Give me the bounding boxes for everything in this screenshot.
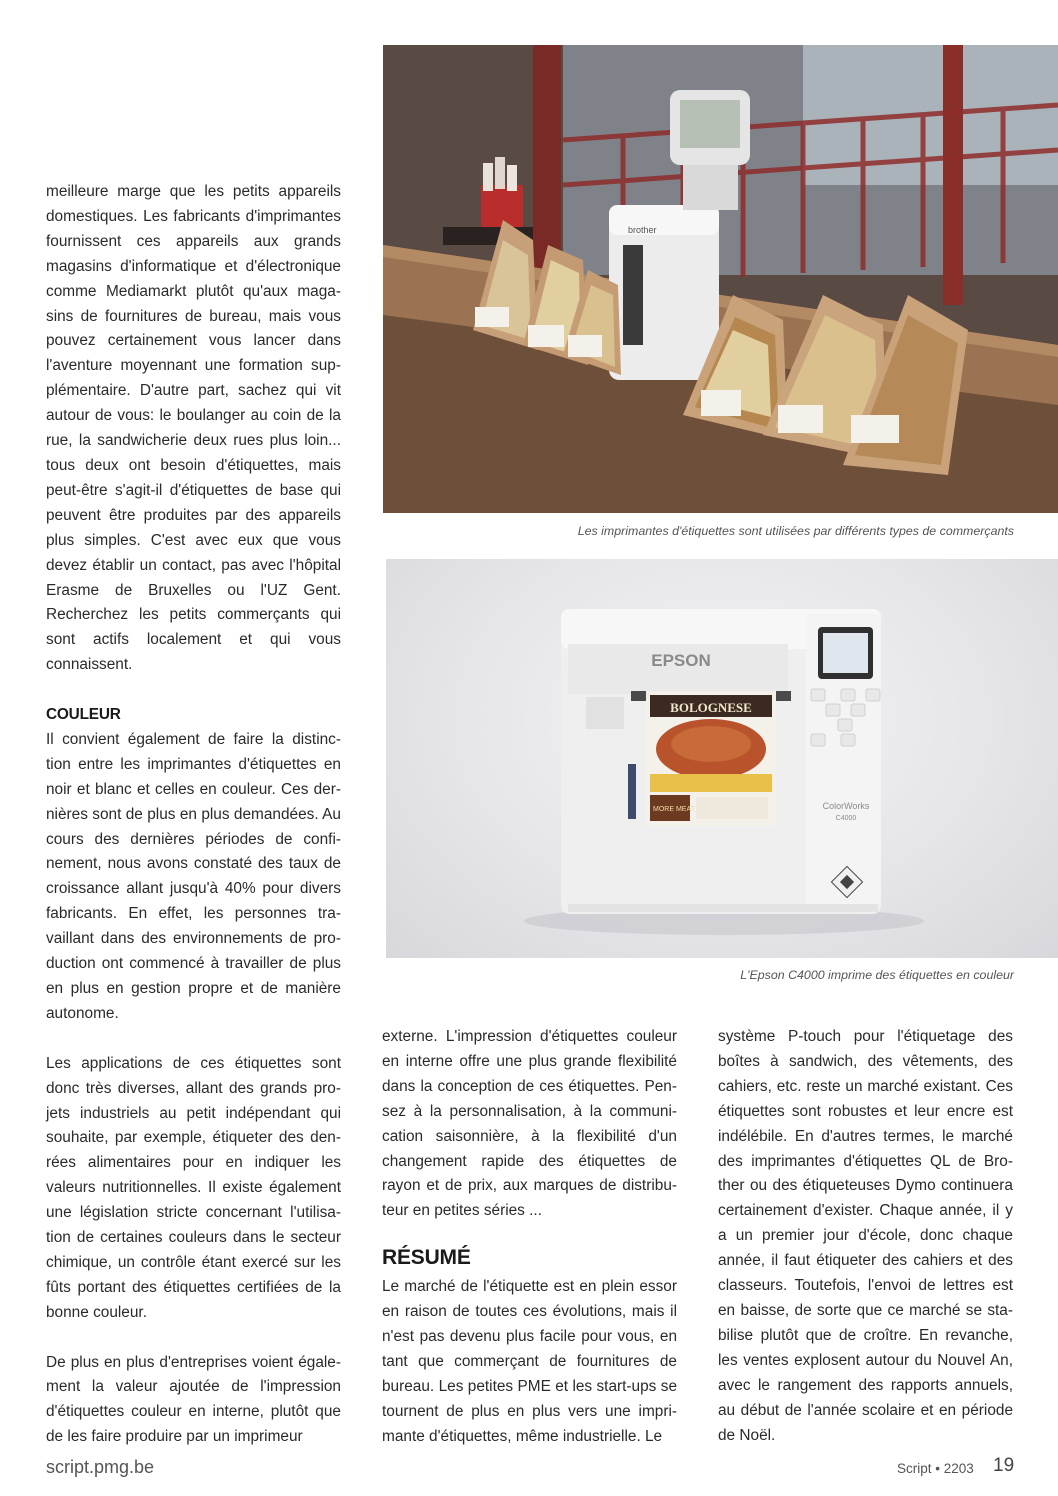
heading-resume: RÉSUMÉ <box>382 1246 471 1270</box>
right-column <box>718 1025 1013 1448</box>
sandwich-scene-illustration <box>383 45 1058 513</box>
photo-label-printer-sandwiches <box>383 45 1058 513</box>
left-column <box>46 180 341 1450</box>
footer-url[interactable]: script.pmg.be <box>46 1457 155 1477</box>
colorworks-text: ColorWorks <box>822 801 870 811</box>
couleur-paragraph-2: Les applications de ces étiquettes sont donc très diverses, allant des grands pro- jets industriels au petit indépendant qui souhaite, par exemple, étiqueter des den- rées alimentaires pour en indiquer les valeurs nutritionnelles. Il existe également une législation stricte concernant l'utilisa- tion de certaines couleurs dans le secteur chimique, un contrôle étant exercé sur les fûts portant des étiquettes certifiées de la bonne couleur. <box>46 1054 341 1321</box>
photo1-caption: Les imprimantes d'étiquettes sont utilisées par différents types de commerçants <box>577 524 1014 538</box>
footer-issue: Script • 2203 <box>897 1461 974 1476</box>
photo-epson-c4000 <box>386 559 1058 958</box>
heading-couleur: COULEUR <box>46 706 121 724</box>
epson-brand-text: EPSON <box>651 651 711 670</box>
model-number-text: C4000 <box>835 815 857 822</box>
photo2-caption: L'Epson C4000 imprime des étiquettes en couleur <box>740 968 1014 982</box>
couleur-paragraph-1: Il convient également de faire la distinc- tion entre les imprimantes d'étiquettes en noir et blanc et celles en couleur. Ces der- nières sont de plus en plus demandées. Au cours des dernières périodes de confi- nement, nous avons constaté des taux de croissance allant jusqu'à 40% pour divers fabricants. En effet, les personnes tra- vaillant dans des environnements de pro- duction ont commencé à travailler de plus en plus en gestion propre et de manière autonome. <box>46 730 341 1022</box>
middle-column <box>382 1025 677 1450</box>
label-tag-text: MORE MEAT <box>653 806 695 813</box>
intro-paragraph: meilleure marge que les petits appareils domestiques. Les fabricants d'imprimantes fournissent ces appareils aux grands magasins d'informatique et d'électronique comme Mediamarkt plutôt qu'aux maga- sins de fournitures de bureau, mais vous pouvez certainement vous lancer dans l'aventure moyennant une formation sup- plémentaire. D'autre part, sachez qui vit autour de vous: le boulanger au coin de la rue, la sandwicherie deux rues plus loin... tous deux ont besoin d'étiquettes, mais peut-être s'agit-il d'étiquettes de base qui peuvent être produites par des appareils plus simples. C'est avec eux que vous devez établir un contact, pas avec l'hôpital Erasme de Bruxelles ou l'UZ Gent. Recherchez les petits commerçants qui sont actifs localement et qui vous connaissent. <box>46 183 341 674</box>
epson-printer-illustration <box>386 559 1058 958</box>
page-number: 19 <box>993 1455 1015 1476</box>
continuation-paragraph: externe. L'impression d'étiquettes couleur en interne offre une plus grande flexibilité dans la conception de ces étiquettes. Pen- sez à la personnalisation, à la communi- cation saisonnière, à la flexibilité d'un changement rapide des étiquettes de rayon et de prix, aux marques de distribu- teur en petites séries ... <box>382 1028 677 1220</box>
right-paragraph: système P-touch pour l'étiquetage des boîtes à sandwich, des vêtements, des cahiers, etc. reste un marché existant. Ces étiquettes sont robustes et leur encre est indélébile. En d'autres termes, le marché des imprimantes d'étiquettes QL de Bro- ther ou des étiqueteuses Dymo continuera certainement d'exister. Chaque année, il y a un premier jour d'école, donc chaque année, il faut étiqueter des cahiers et des classeurs. Toutefois, l'envoi de lettres est en baisse, de sorte que ce marché se sta- bilise plutôt que de croître. En revanche, les ventes explosent autour du Nouvel An, avec le rangement des rapports annuels, au début de l'année scolaire et en période de Noël. <box>718 1028 1013 1444</box>
couleur-paragraph-3: De plus en plus d'entreprises voient égale- ment la valeur ajoutée de l'impression d'étiquettes couleur en interne, plutôt que de les faire produire par un imprimeur <box>46 1353 341 1446</box>
resume-paragraph: Le marché de l'étiquette est en plein essor en raison de toutes ces évolutions, mais il n'est pas devenu plus facile pour vous, en tant que commerçant de fournitures de bureau. Les petites PME et les start-ups se tournent de plus en plus vers une impri- mante d'étiquettes, même industrielle. Le <box>382 1278 677 1445</box>
label-title-text: BOLOGNESE <box>670 700 752 715</box>
printer-brand-text: brother <box>628 225 657 235</box>
